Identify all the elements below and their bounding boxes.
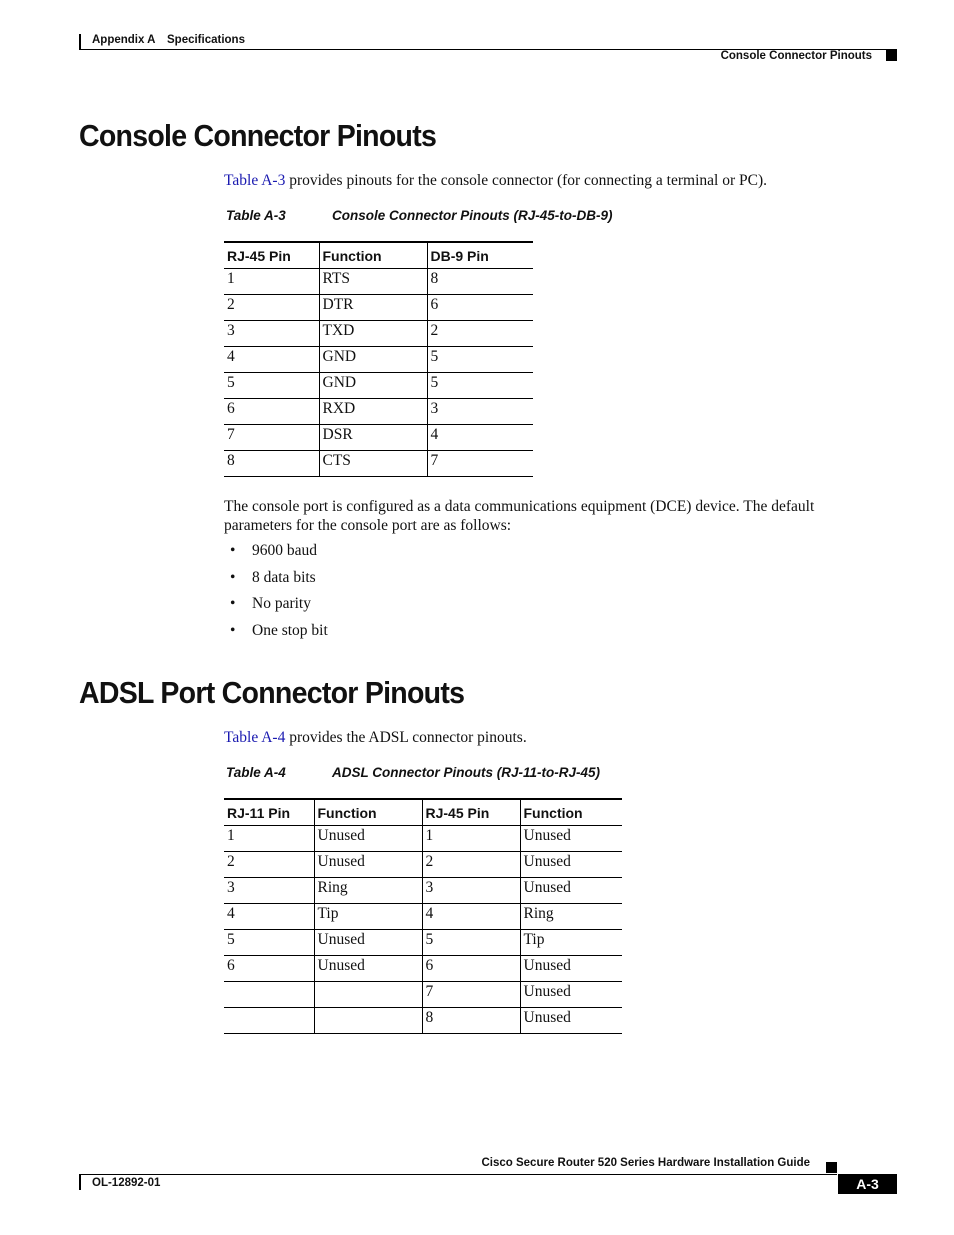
table-cell: 5 (427, 373, 533, 399)
table-cell (314, 1008, 422, 1034)
table-row (224, 956, 622, 982)
table-cell: 4 (427, 425, 533, 451)
table-row (224, 425, 533, 451)
table-a3-link[interactable]: Table A-3 (224, 172, 286, 189)
list-item: • 9600 baud (224, 542, 328, 569)
table-row (224, 982, 622, 1008)
table-header-row (224, 799, 622, 826)
header-running-title: Console Connector Pinouts (720, 50, 872, 62)
table-cell: 3 (427, 399, 533, 425)
console-intro (224, 171, 864, 190)
table-cell: 7 (224, 425, 319, 451)
table-cell: Unused (520, 982, 622, 1008)
table-cell: 5 (224, 930, 314, 956)
table-cell: 5 (422, 930, 520, 956)
column-header: RJ-11 Pin (224, 799, 314, 826)
table-cell: 4 (224, 347, 319, 373)
table-cell: Ring (314, 878, 422, 904)
adsl-table-title: ADSL Connector Pinouts (RJ-11-to-RJ-45) (332, 765, 601, 780)
column-header: Function (520, 799, 622, 826)
table-cell: 3 (224, 321, 319, 347)
column-header: Function (314, 799, 422, 826)
header-appendix: Appendix A (92, 34, 156, 46)
adsl-pinout-table (224, 798, 622, 1034)
header-marker-block (886, 50, 897, 61)
list-item: • 8 data bits (224, 569, 328, 596)
table-cell: DSR (319, 425, 427, 451)
table-cell: TXD (319, 321, 427, 347)
footer-rule (79, 1174, 837, 1175)
adsl-heading: ADSL Port Connector Pinouts (79, 675, 465, 710)
console-intro-text: provides pinouts for the console connector (for connecting a terminal or PC). (285, 172, 767, 189)
table-cell: 2 (422, 852, 520, 878)
table-cell: CTS (319, 451, 427, 477)
table-cell: 3 (224, 878, 314, 904)
table-cell: Unused (314, 826, 422, 852)
column-header: Function (319, 242, 427, 269)
table-cell: RXD (319, 399, 427, 425)
table-row (224, 878, 622, 904)
table-cell: Ring (520, 904, 622, 930)
table-cell: 4 (224, 904, 314, 930)
table-cell: Unused (520, 852, 622, 878)
footer-vertical-rule (79, 1174, 81, 1190)
console-pinout-table (224, 241, 533, 477)
console-parameters-list (224, 542, 328, 648)
table-cell: Tip (520, 930, 622, 956)
footer-marker-block (826, 1162, 837, 1173)
table-cell: 2 (224, 295, 319, 321)
table-cell: Tip (314, 904, 422, 930)
table-cell: Unused (520, 878, 622, 904)
table-cell: Unused (520, 1008, 622, 1034)
table-row (224, 826, 622, 852)
console-body-text: The console port is configured as a data communications equipment (DCE) device. The default parameters for the console port are as follows: (224, 498, 815, 534)
table-cell: 5 (427, 347, 533, 373)
table-cell: Unused (520, 826, 622, 852)
table-cell: 4 (422, 904, 520, 930)
table-cell: 1 (224, 826, 314, 852)
column-header: RJ-45 Pin (224, 242, 319, 269)
table-a4-link[interactable]: Table A-4 (224, 729, 286, 746)
console-table-label: Table A-3 (226, 208, 286, 223)
table-row (224, 904, 622, 930)
table-cell (314, 982, 422, 1008)
table-row (224, 1008, 622, 1034)
list-item: • One stop bit (224, 622, 328, 649)
table-cell: 6 (422, 956, 520, 982)
header-vertical-rule (79, 34, 81, 50)
table-cell: 1 (422, 826, 520, 852)
table-cell: 6 (224, 956, 314, 982)
table-cell: DTR (319, 295, 427, 321)
table-row (224, 399, 533, 425)
table-row (224, 321, 533, 347)
table-cell: Unused (314, 930, 422, 956)
footer-doc-number: OL-12892-01 (92, 1177, 161, 1189)
table-row (224, 852, 622, 878)
list-item: • No parity (224, 595, 328, 622)
table-cell: RTS (319, 269, 427, 295)
table-cell: 5 (224, 373, 319, 399)
table-cell: 7 (427, 451, 533, 477)
table-row (224, 347, 533, 373)
table-row (224, 269, 533, 295)
table-row (224, 930, 622, 956)
console-table-title: Console Connector Pinouts (RJ-45-to-DB-9) (332, 208, 613, 223)
table-cell: Unused (314, 956, 422, 982)
adsl-intro-text: provides the ADSL connector pinouts. (285, 729, 527, 746)
column-header: DB-9 Pin (427, 242, 533, 269)
adsl-table-label: Table A-4 (226, 765, 286, 780)
table-cell: Unused (314, 852, 422, 878)
table-cell: 8 (224, 451, 319, 477)
console-heading: Console Connector Pinouts (79, 118, 437, 153)
table-row (224, 451, 533, 477)
table-cell: GND (319, 347, 427, 373)
table-cell: 3 (422, 878, 520, 904)
table-cell: 2 (427, 321, 533, 347)
table-cell: 6 (224, 399, 319, 425)
table-cell: 8 (427, 269, 533, 295)
table-cell: Unused (520, 956, 622, 982)
table-cell: 1 (224, 269, 319, 295)
table-cell: 7 (422, 982, 520, 1008)
header-section: Specifications (167, 34, 245, 46)
footer-guide-title: Cisco Secure Router 520 Series Hardware Installation Guide (481, 1157, 810, 1169)
table-row (224, 295, 533, 321)
table-cell (224, 982, 314, 1008)
adsl-intro (224, 728, 864, 747)
table-cell: GND (319, 373, 427, 399)
table-cell: 6 (427, 295, 533, 321)
table-cell (224, 1008, 314, 1034)
table-cell: 8 (422, 1008, 520, 1034)
footer-page-number: A-3 (838, 1174, 897, 1194)
table-cell: 2 (224, 852, 314, 878)
column-header: RJ-45 Pin (422, 799, 520, 826)
table-row (224, 373, 533, 399)
table-header-row (224, 242, 533, 269)
